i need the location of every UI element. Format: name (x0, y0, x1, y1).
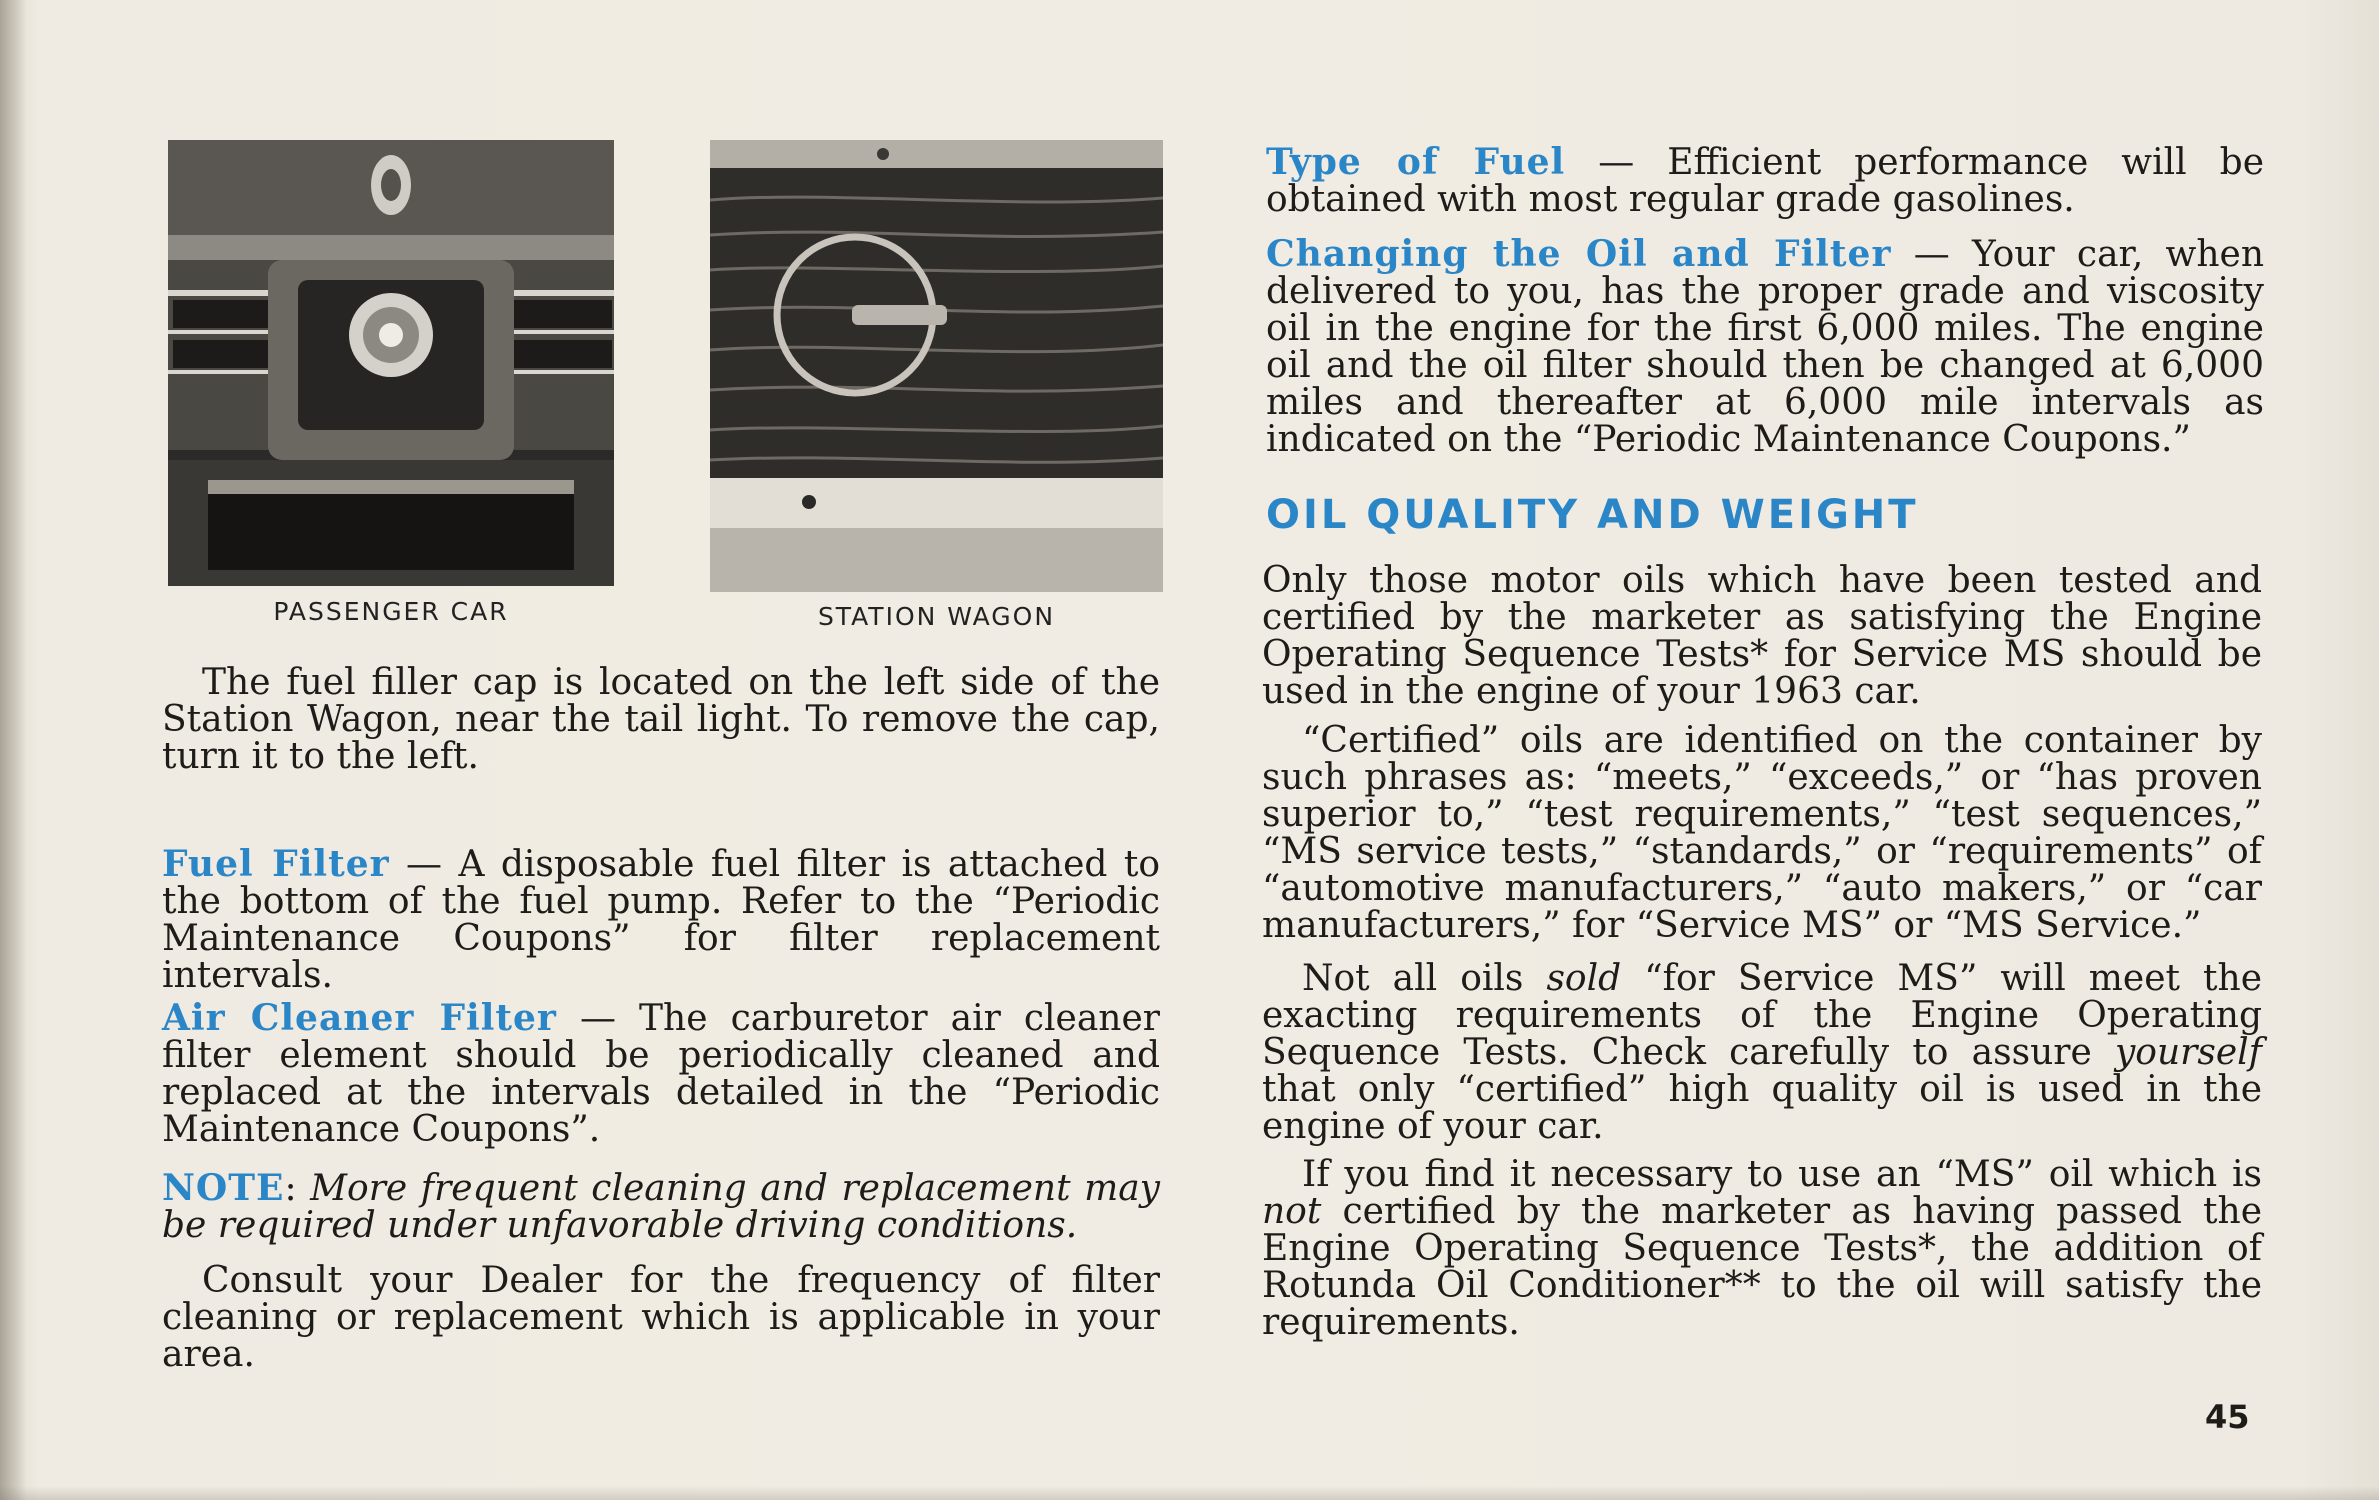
book-spine-shadow (0, 0, 26, 1500)
oil-para-3-sold: sold (1546, 958, 1622, 999)
note-colon: : (284, 1168, 311, 1209)
photo-1-caption: PASSENGER CAR (273, 597, 509, 626)
oil-para-4-b: certified by the marketer as having passed the Engine Operating Sequence Tests*, the addition of Rotunda Oil Conditioner** to the oil will satisfy the requirements. (1262, 1191, 2262, 1343)
oil-para-4-a: If you find it necessary to use an “MS” oil which is (1302, 1154, 2262, 1195)
oil-quality-section-title: OIL QUALITY AND WEIGHT (1266, 492, 1919, 538)
fuel-cap-paragraph: The fuel filler cap is located on the left side of the Station Wagon, near the tail light. To remove the cap, turn it to the left. (162, 662, 1160, 777)
type-of-fuel-paragraph (1266, 141, 2265, 220)
passenger-car-photo (168, 140, 614, 586)
note-paragraph (162, 1167, 1161, 1246)
oil-para-3-c: that only “certified” high quality oil is used in the engine of your car. (1262, 1069, 2262, 1147)
oil-para-3 (1262, 960, 2262, 1145)
fuel-filter-heading: Fuel Filter (162, 843, 390, 885)
changing-oil-paragraph (1266, 233, 2265, 460)
changing-oil-heading: Changing the Oil and Filter (1266, 233, 1892, 275)
oil-para-2: “Certified” oils are identified on the container by such phrases as: “meets,” “exceeds,” or “has proven superior to,” “test requirements,” “test sequences,” “MS service tests,” “standards,” or “requirements” of “automotive manufacturers,” “auto makers,” or “car manufacturers,” for “Service MS” or “MS Service.” (1262, 720, 2262, 946)
oil-para-4-not: not (1262, 1191, 1322, 1232)
note-body: More frequent cleaning and replacement may be required under unfavorable driving conditions. (162, 1168, 1161, 1246)
air-cleaner-body: The carburetor air cleaner filter element should be periodically cleaned and replaced at the intervals detailed in the “Periodic Maintenance Coupons”. (162, 998, 1161, 1150)
changing-oil-dash: — (1891, 234, 1972, 275)
oil-para-1: Only those motor oils which have been tested and certified by the marketer as satisfying the Engine Operating Sequence Tests* for Service MS should be used in the engine of your 1963 car. (1262, 560, 2262, 712)
fuel-filter-body: A disposable fuel filter is attached to the bottom of the fuel pump. Refer to the “Periodic Maintenance Coupons” for filter replacement intervals. (162, 844, 1161, 996)
changing-oil-body: Your car, when delivered to you, has the proper grade and viscosity oil in the engine for the first 6,000 miles. The engine oil and the oil filter should then be changed at 6,000 miles and thereafter at 6,000 mile intervals as indicated on the “Periodic Maintenance Coupons.” (1266, 234, 2265, 460)
note-label: NOTE (162, 1167, 285, 1209)
oil-para-3-yourself: yourself (2114, 1032, 2262, 1073)
oil-para-3-a: Not all oils (1302, 958, 1547, 999)
page-number: 45 (2205, 1398, 2250, 1436)
consult-paragraph: Consult your Dealer for the frequency of filter cleaning or replacement which is applicable in your area. (162, 1260, 1160, 1375)
photo-2-caption: STATION WAGON (817, 602, 1056, 631)
air-cleaner-paragraph (162, 997, 1161, 1150)
air-cleaner-heading: Air Cleaner Filter (162, 997, 557, 1039)
type-of-fuel-body: Efficient performance will be obtained with most regular grade gasolines. (1266, 142, 2265, 220)
fuel-filter-paragraph (162, 843, 1161, 996)
page-bottom-edge (0, 1486, 2379, 1500)
oil-para-4 (1262, 1156, 2262, 1341)
fuel-filter-dash: — (389, 844, 459, 885)
type-of-fuel-dash: — (1565, 142, 1668, 183)
type-of-fuel-heading: Type of Fuel (1266, 141, 1566, 183)
air-cleaner-dash: — (556, 998, 640, 1039)
oil-para-3-b: “for Service MS” will meet the exacting requirements of the Engine Operating Sequence Tests. Check carefully to assure (1262, 958, 2263, 1073)
station-wagon-photo (710, 140, 1163, 592)
